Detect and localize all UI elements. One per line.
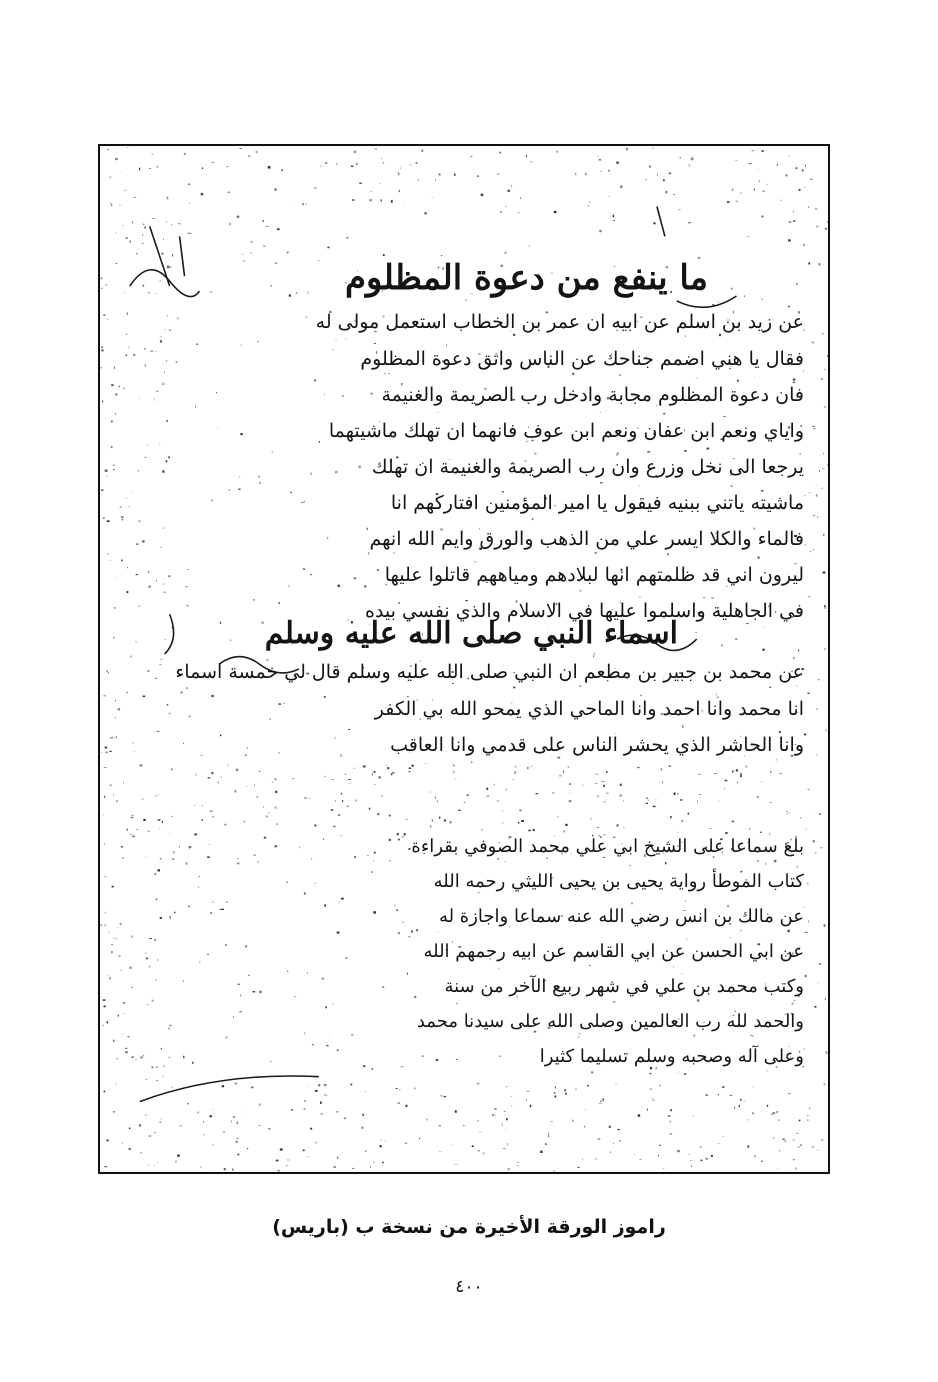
manuscript-line: في الجاهلية واسلموا عليها في الاسلام والذي نفسي بيده bbox=[364, 600, 804, 622]
manuscript-heading: ما ينفع من دعوة المظلوم bbox=[344, 258, 708, 298]
manuscript-line: كتاب الموطأ رواية يحيى بن يحيى الليثي رحمه الله bbox=[433, 871, 804, 892]
manuscript-frame bbox=[98, 144, 830, 1174]
manuscript-line: فقال يا هني اضمم جناحك عن الناس واتق دعوة المظلوم bbox=[360, 348, 804, 370]
manuscript-line: والحمد لله رب العالمين وصلى الله على سيدنا محمد bbox=[416, 1011, 804, 1032]
manuscript-line: ليرون اني قد ظلمتهم انها لبلادهم ومياههم قاتلوا عليها bbox=[384, 564, 804, 586]
manuscript-line: عن محمد بن جبير بن مطعم ان النبي صلى الله عليه وسلم قال لي خمسة اسماء bbox=[175, 661, 804, 683]
manuscript-line: واياي ونعم ابن عفان ونعم ابن عوف فانهما ان تهلك ماشيتهما bbox=[328, 420, 804, 442]
manuscript-text-lines bbox=[100, 146, 828, 1172]
manuscript-line: فان دعوة المظلوم مجابة وادخل رب الصريمة والغنيمة bbox=[381, 384, 804, 406]
manuscript-heading: اسماء النبي صلى الله عليه وسلم bbox=[264, 616, 678, 651]
manuscript-line: عن مالك بن انس رضي الله عنه سماعا واجازة له bbox=[438, 906, 804, 927]
manuscript-line: وكتب محمد بن علي في شهر ربيع الآخر من سنة bbox=[444, 976, 804, 997]
page-number: ٤٠٠ bbox=[455, 1277, 483, 1297]
manuscript-line: عن زيد بن اسلم عن ابيه ان عمر بن الخطاب استعمل مولى له bbox=[315, 311, 804, 333]
manuscript-line: فالماء والكلا ايسر علي من الذهب والورق وايم الله انهم bbox=[369, 528, 804, 550]
manuscript-line: انا محمد وانا احمد وانا الماحي الذي يمحو الله بي الكفر bbox=[374, 698, 804, 720]
figure-caption: راموز الورقة الأخيرة من نسخة ب (باريس) bbox=[272, 1216, 666, 1238]
manuscript-line: يرجعا الى نخل وزرع وان رب الصريمة والغنيمة ان تهلك bbox=[371, 456, 804, 478]
manuscript-line: بلغ سماعا على الشيخ ابي علي محمد الصوفي بقراءة bbox=[411, 836, 804, 857]
manuscript-line: وعلى آله وصحبه وسلم تسليما كثيرا bbox=[539, 1046, 804, 1067]
manuscript-line: وانا الحاشر الذي يحشر الناس على قدمي وانا العاقب bbox=[390, 734, 804, 756]
manuscript-line: عن ابي الحسن عن ابي القاسم عن ابيه رحمهم الله bbox=[423, 941, 804, 962]
manuscript-line: ماشيته ياتني ببنيه فيقول يا امير المؤمنين افتاركهم انا bbox=[390, 492, 804, 514]
